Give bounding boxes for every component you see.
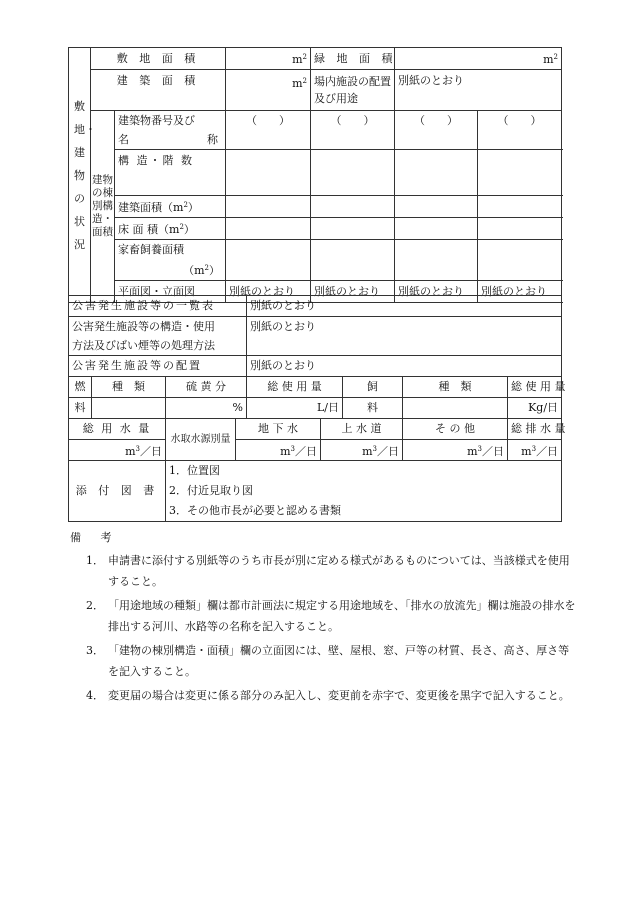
- attachments-label: 添 付 図 書: [69, 461, 166, 522]
- water-usage-field[interactable]: $m^3/$日: [69, 440, 166, 461]
- pollution-layout-label: 公害発生施設等の配置: [69, 356, 247, 377]
- construction-area-field-4[interactable]: [478, 196, 562, 218]
- building-area-field[interactable]: $m^2$: [226, 70, 311, 111]
- other-water-field[interactable]: $m^3/$日: [403, 440, 508, 461]
- note-item: 3． 「建物の棟別構造・面積」欄の立面図には、壁、屋根、窓、戸等の材質、長さ、高さ、厚さ等を記入すること。: [86, 644, 570, 678]
- facility-table: [68, 295, 566, 522]
- structure-field-3[interactable]: [395, 150, 478, 196]
- feed-usage-label: 総 使 用 量: [508, 377, 562, 398]
- floor-area-field-3[interactable]: [395, 218, 478, 240]
- building-group-label: 建物の棟別構造・面積: [91, 111, 115, 303]
- building-number-label: 建築物番号及び: [118, 114, 195, 127]
- site-area-label: 敷 地 面 積: [91, 48, 226, 70]
- feed-type-label: 種 類: [403, 377, 508, 398]
- facility-layout-label: 場内施設の配置及び用途: [311, 70, 395, 111]
- feed-label-bottom: 料: [343, 398, 403, 419]
- drain-label: 総 排 水 量: [508, 419, 562, 440]
- notes-section: [70, 529, 580, 709]
- structure-field-4[interactable]: [478, 150, 562, 196]
- attachment-item-3: 3．その他市長が必要と認める書類: [166, 501, 562, 522]
- floor-area-field-1[interactable]: [226, 218, 311, 240]
- attachment-item-1: 1．位置図: [166, 461, 562, 482]
- pollution-list-value: 別紙のとおり: [247, 296, 562, 317]
- feed-label-top: 飼: [343, 377, 403, 398]
- fuel-type-label: 種 類: [92, 377, 166, 398]
- attachment-item-2: 2．付近見取り図: [166, 481, 562, 501]
- green-area-field[interactable]: $m^2$: [395, 48, 562, 70]
- structure-floors-label: 構 造・階 数: [115, 150, 226, 196]
- floor-area-label: 床 面 積$(m^2)$: [115, 218, 226, 240]
- note-item: 4． 変更届の場合は変更に係る部分のみ記入し、変更前を赤字で、変更後を黒字で記入すること。: [86, 689, 570, 702]
- groundwater-field[interactable]: $m^3/$日: [236, 440, 321, 461]
- water-usage-label: 総 用 水 量: [69, 419, 166, 440]
- water-source-label: 水取水源別量: [166, 419, 236, 461]
- fuel-type-field[interactable]: [92, 398, 166, 419]
- pollution-structure-value: 別紙のとおり: [247, 317, 562, 356]
- notes-heading: 備 考: [70, 531, 120, 544]
- structure-field-2[interactable]: [311, 150, 395, 196]
- other-water-label: そ の 他: [403, 419, 508, 440]
- sulfur-field[interactable]: %: [166, 398, 247, 419]
- plan-value-3: 別紙のとおり: [395, 281, 478, 303]
- livestock-area-field-1[interactable]: [226, 240, 311, 281]
- note-item: 1． 申請書に添付する別紙等のうち市長が別に定める様式があるものについては、当該様式を使用すること。: [86, 554, 570, 588]
- plan-value-4: 別紙のとおり: [478, 281, 562, 303]
- tapwater-field[interactable]: $m^3/$日: [321, 440, 403, 461]
- building-number-2[interactable]: （ ）: [311, 111, 395, 150]
- drain-field[interactable]: $m^3/$日: [508, 440, 562, 461]
- plan-value-2: 別紙のとおり: [311, 281, 395, 303]
- fuel-label-top: 燃: [69, 377, 92, 398]
- construction-area-label: 建築面積$(m^2)$: [115, 196, 226, 218]
- construction-area-field-1[interactable]: [226, 196, 311, 218]
- groundwater-label: 地 下 水: [236, 419, 321, 440]
- facility-layout-value: 別紙のとおり: [395, 70, 562, 111]
- pollution-structure-label: 公害発生施設等の構造・使用 方法及びばい煙等の処理方法: [69, 317, 247, 356]
- pollution-layout-value: 別紙のとおり: [247, 356, 562, 377]
- building-number-1[interactable]: （ ）: [226, 111, 311, 150]
- tapwater-label: 上 水 道: [321, 419, 403, 440]
- fuel-usage-field[interactable]: L/日: [247, 398, 343, 419]
- pollution-list-label: 公害発生施設等の一覧表: [69, 296, 247, 317]
- building-number-3[interactable]: （ ）: [395, 111, 478, 150]
- building-name-label: 名 称: [118, 133, 218, 146]
- structure-field-1[interactable]: [226, 150, 311, 196]
- building-number-name-label: [115, 111, 226, 150]
- feed-type-field[interactable]: [403, 398, 508, 419]
- building-number-4[interactable]: （ ）: [478, 111, 562, 150]
- construction-area-field-3[interactable]: [395, 196, 478, 218]
- feed-usage-field[interactable]: Kg/日: [508, 398, 562, 419]
- livestock-area-label: 家畜飼養面積 $(m^2)$: [115, 240, 226, 281]
- sulfur-label: 硫 黄 分: [166, 377, 247, 398]
- site-area-field[interactable]: $m^2$: [226, 48, 311, 70]
- fuel-usage-label: 総 使 用 量: [247, 377, 343, 398]
- floor-area-field-4[interactable]: [478, 218, 562, 240]
- livestock-area-field-2[interactable]: [311, 240, 395, 281]
- fuel-label-bottom: 料: [69, 398, 92, 419]
- plan-value-1: 別紙のとおり: [226, 281, 311, 303]
- construction-area-field-2[interactable]: [311, 196, 395, 218]
- site-building-table: [68, 47, 562, 303]
- site-section-label: 敷地・建物の状況: [69, 48, 91, 303]
- plan-elevation-label: 平面図・立面図: [115, 281, 226, 303]
- livestock-area-field-4[interactable]: [478, 240, 562, 281]
- livestock-area-field-3[interactable]: [395, 240, 478, 281]
- green-area-label: 緑 地 面 積: [311, 48, 395, 70]
- building-area-label: 建 築 面 積: [91, 70, 226, 111]
- note-item: 2． 「用途地域の種類」欄は都市計画法に規定する用途地域を、「排水の放流先」欄は施設の排水を排出する河川、水路等の名称を記入すること。: [86, 599, 576, 633]
- floor-area-field-2[interactable]: [311, 218, 395, 240]
